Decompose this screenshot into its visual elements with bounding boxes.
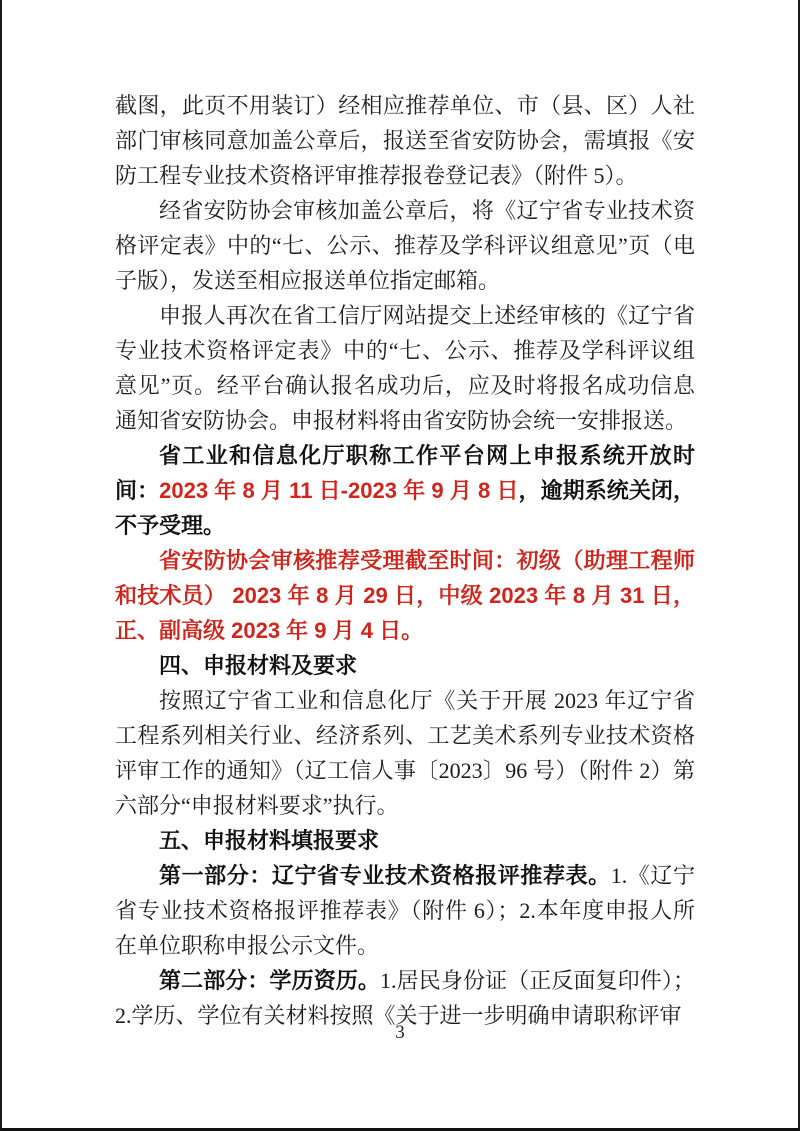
paragraph-system-open-time bbox=[115, 438, 695, 543]
text-run-regular: 经省安防协会审核加盖公章后，将《辽宁省专业技术资格评定表》中的“七、公示、推荐及学科评议组意见”页（电子版），发送至相应报送单位指定邮箱。 bbox=[115, 198, 695, 293]
text-run-bold: 四、申报材料及要求 bbox=[159, 653, 358, 678]
text-run-bold: 第二部分：学历资历。 bbox=[159, 968, 381, 993]
text-run-bold: ，逾期系统关闭，不予受理。 bbox=[115, 478, 695, 538]
text-run-regular: 1.居民身份证（正反面复印件）；2.学历、学位有关材料按照《关于进一步明确申请职称评审 bbox=[115, 968, 695, 1028]
heading-section-5 bbox=[115, 823, 695, 858]
text-run-regular: 1.《辽宁省专业技术资格报评推荐表》（附件 6）；2.本年度申报人所在单位职称申报公示文件。 bbox=[115, 863, 695, 958]
text-run-regular: 按照辽宁省工业和信息化厅《关于开展 2023 年辽宁省工程系列相关行业、经济系列、工艺美术系列专业技术资格评审工作的通知》（辽工信人事〔2023〕96 号）（附件 2）第六部分“申报材料要求”执行。 bbox=[115, 688, 695, 818]
paragraph-continuation bbox=[115, 88, 695, 193]
document-body bbox=[115, 88, 695, 1033]
text-run-bold-red: 2023 年 8 月 11 日-2023 年 9 月 8 日 bbox=[159, 478, 519, 503]
page-number: 3 bbox=[395, 1022, 405, 1043]
heading-section-4 bbox=[115, 648, 695, 683]
text-run-bold-red: 省安防协会审核推荐受理截至时间：初级（助理工程师和技术员） 2023 年 8 月 29 日，中级 2023 年 8 月 31 日，正、副高级 2023 年 9 月 4 日。 bbox=[115, 548, 695, 643]
paragraph-review-deadline bbox=[115, 543, 695, 648]
text-run-bold: 省工业和信息化厅职称工作平台网上申报系统开放时间： bbox=[115, 443, 695, 503]
text-run-bold: 五、申报材料填报要求 bbox=[159, 828, 380, 853]
paragraph-section-4-body bbox=[115, 683, 695, 823]
paragraph-part-1 bbox=[115, 858, 695, 963]
text-run-regular: 申报人再次在省工信厅网站提交上述经审核的《辽宁省专业技术资格评定表》中的“七、公示、推荐及学科评议组意见”页。经平台确认报名成功后，应及时将报名成功信息通知省安防协会。申报材料将由省安防协会统一安排报送。 bbox=[115, 303, 695, 433]
text-run-regular: 截图，此页不用装订）经相应推荐单位、市（县、区）人社部门审核同意加盖公章后，报送至省安防协会，需填报《安防工程专业技术资格评审推荐报卷登记表》（附件 5）。 bbox=[115, 93, 695, 188]
paragraph-association-review bbox=[115, 193, 695, 298]
text-run-bold: 第一部分：辽宁省专业技术资格报评推荐表。 bbox=[159, 863, 611, 888]
paragraph-resubmission bbox=[115, 298, 695, 438]
